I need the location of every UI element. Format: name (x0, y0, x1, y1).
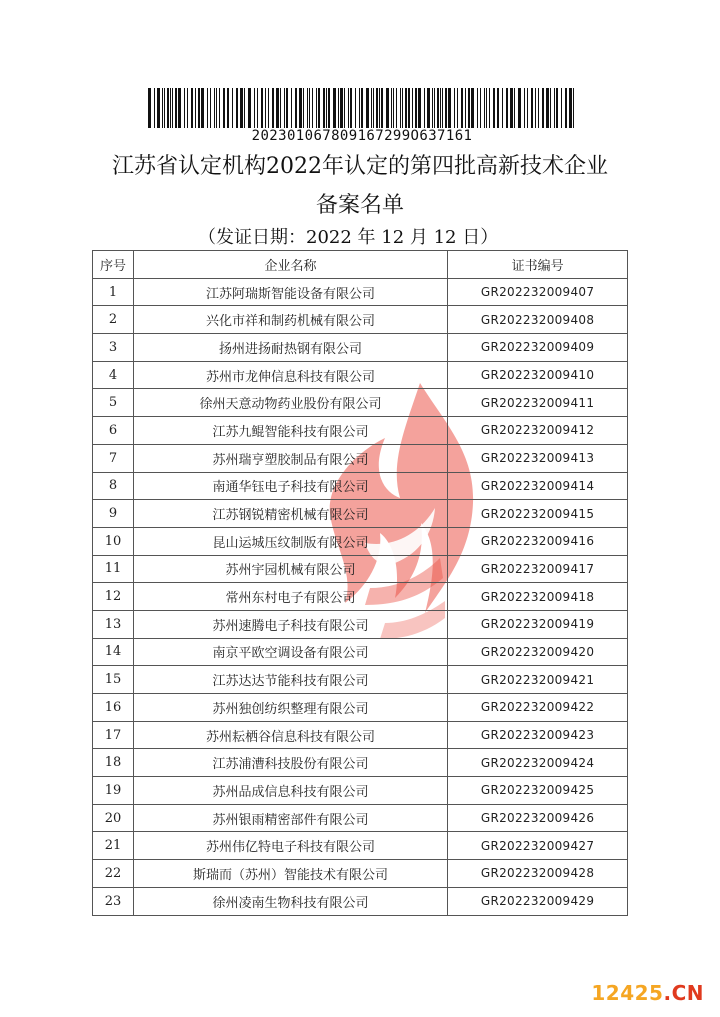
barcode-bar (454, 88, 455, 128)
barcode-bar (440, 88, 441, 128)
barcode-bar (257, 88, 258, 128)
cell-index: 2 (93, 306, 134, 334)
cell-index: 8 (93, 472, 134, 500)
barcode-bar (328, 88, 330, 128)
cell-index: 12 (93, 583, 134, 611)
barcode-bar (373, 88, 374, 128)
site-logo-domain: .CN (663, 981, 704, 1005)
barcode-bar (468, 88, 470, 128)
cell-index: 6 (93, 417, 134, 445)
header-company: 企业名称 (133, 251, 447, 279)
barcode-bar (371, 88, 372, 128)
barcode-bar (299, 88, 302, 128)
cell-index: 5 (93, 389, 134, 417)
barcode-bar (381, 88, 383, 128)
cell-cert: GR202232009424 (448, 749, 628, 777)
barcode-bar (359, 88, 360, 128)
table-row (93, 278, 628, 306)
table-row (93, 389, 628, 417)
barcode-bar (162, 88, 163, 128)
issue-date-subtitle: （发证日期：2022 年 12 月 12 日） (198, 227, 499, 248)
barcode-bar (348, 88, 349, 128)
cell-company: 江苏浦漕科技股份有限公司 (133, 749, 447, 777)
table-row (93, 638, 628, 666)
barcode-bar (531, 88, 533, 128)
cell-company: 斯瑞而（苏州）智能技术有限公司 (133, 860, 447, 888)
cell-cert: GR202232009408 (448, 306, 628, 334)
barcode-bar (268, 88, 269, 128)
cell-index: 1 (93, 278, 134, 306)
cell-company: 兴化市祥和制药机械有限公司 (133, 306, 447, 334)
barcode-bar (286, 88, 288, 128)
barcode-bar (418, 88, 421, 128)
barcode-bar (191, 88, 193, 128)
barcode-bar (506, 88, 508, 128)
barcode-bar (244, 88, 245, 128)
barcode-bar (493, 88, 495, 128)
site-logo (591, 981, 704, 1005)
table-row (93, 777, 628, 805)
cell-company: 徐州凌南生物科技有限公司 (133, 887, 447, 915)
cell-company: 苏州耘栖谷信息科技有限公司 (133, 721, 447, 749)
table-row (93, 500, 628, 528)
barcode-bar (556, 88, 558, 128)
barcode-bar (344, 88, 345, 128)
barcode-bar (248, 88, 251, 128)
cell-cert: GR202232009419 (448, 610, 628, 638)
barcode-bar (316, 88, 317, 128)
barcode-bar (486, 88, 487, 128)
cell-index: 20 (93, 804, 134, 832)
barcode-bar (448, 88, 451, 128)
cell-company: 苏州市龙伸信息科技有限公司 (133, 361, 447, 389)
cell-cert: GR202232009416 (448, 527, 628, 555)
table-row (93, 804, 628, 832)
document-title: 江苏省认定机构2022年认定的第四批高新技术企业 (112, 154, 608, 179)
barcode (148, 88, 576, 128)
table-row (93, 610, 628, 638)
barcode-bar (284, 88, 285, 128)
barcode-bar (164, 88, 165, 128)
cell-company: 南通华钰电子科技有限公司 (133, 472, 447, 500)
cell-company: 苏州伟亿特电子科技有限公司 (133, 832, 447, 860)
table-row (93, 361, 628, 389)
cell-cert: GR202232009426 (448, 804, 628, 832)
barcode-bar (326, 88, 327, 128)
barcode-bar (471, 88, 474, 128)
cell-company: 江苏钢锐精密机械有限公司 (133, 500, 447, 528)
barcode-bar (518, 88, 521, 128)
barcode-bar (148, 88, 151, 128)
barcode-bar (333, 88, 336, 128)
barcode-bar (502, 88, 503, 128)
barcode-bar (355, 88, 356, 128)
barcode-bar (201, 88, 204, 128)
table-row (93, 666, 628, 694)
barcode-bar (361, 88, 363, 128)
cell-index: 16 (93, 694, 134, 722)
cell-company: 苏州瑞亨塑胶制品有限公司 (133, 444, 447, 472)
barcode-bar (276, 88, 279, 128)
cell-index: 4 (93, 361, 134, 389)
barcode-bar (386, 88, 389, 128)
barcode-bar (489, 88, 490, 128)
barcode-bar (240, 88, 243, 128)
barcode-bar (232, 88, 233, 128)
cell-index: 14 (93, 638, 134, 666)
cell-cert: GR202232009422 (448, 694, 628, 722)
cell-company: 苏州速腾电子科技有限公司 (133, 610, 447, 638)
cell-company: 江苏阿瑞斯智能设备有限公司 (133, 278, 447, 306)
cell-company: 昆山运城压纹制版有限公司 (133, 527, 447, 555)
cell-cert: GR202232009421 (448, 666, 628, 694)
table-row (93, 832, 628, 860)
cell-index: 17 (93, 721, 134, 749)
cell-company: 苏州独创纺织整理有限公司 (133, 694, 447, 722)
table-row (93, 334, 628, 362)
table-row (93, 721, 628, 749)
cell-company: 常州东村电子有限公司 (133, 583, 447, 611)
table-row (93, 306, 628, 334)
table-row (93, 417, 628, 445)
barcode-bar (457, 88, 458, 128)
barcode-bar (405, 88, 407, 128)
site-logo-number: 12425 (591, 981, 664, 1005)
barcode-bar (291, 88, 292, 128)
barcode-bar (172, 88, 173, 128)
barcode-bar (227, 88, 229, 128)
barcode-bar (184, 88, 185, 128)
barcode-bar (303, 88, 304, 128)
barcode-bar (312, 88, 313, 128)
barcode-bar (214, 88, 215, 128)
barcode-bar (432, 88, 433, 128)
cell-cert: GR202232009413 (448, 444, 628, 472)
barcode-bar (379, 88, 380, 128)
barcode-bar (396, 88, 397, 128)
cell-index: 22 (93, 860, 134, 888)
barcode-bar (210, 88, 211, 128)
barcode-bar (565, 88, 567, 128)
barcode-bar (350, 88, 352, 128)
barcode-bar (265, 88, 266, 128)
cell-index: 19 (93, 777, 134, 805)
header-cert: 证书编号 (448, 251, 628, 279)
cell-cert: GR202232009418 (448, 583, 628, 611)
barcode-bar (254, 88, 255, 128)
barcode-bar (295, 88, 297, 128)
cell-cert: GR202232009410 (448, 361, 628, 389)
cell-company: 徐州天意动物药业股份有限公司 (133, 389, 447, 417)
cell-index: 21 (93, 832, 134, 860)
barcode-bar (569, 88, 572, 128)
barcode-bar (318, 88, 320, 128)
barcode-bar (437, 88, 439, 128)
cell-cert: GR202232009429 (448, 887, 628, 915)
document-title-line2: 备案名单 (315, 193, 404, 218)
barcode-bar (442, 88, 443, 128)
barcode-bar (427, 88, 430, 128)
cell-index: 13 (93, 610, 134, 638)
cell-cert: GR202232009415 (448, 500, 628, 528)
barcode-bar (219, 88, 220, 128)
barcode-bar (195, 88, 196, 128)
cell-cert: GR202232009409 (448, 334, 628, 362)
barcode-bar (309, 88, 310, 128)
cell-company: 苏州品成信息科技有限公司 (133, 777, 447, 805)
barcode-bar (408, 88, 410, 128)
barcode-bar (480, 88, 481, 128)
cell-index: 11 (93, 555, 134, 583)
barcode-bar (198, 88, 200, 128)
barcode-bar (280, 88, 281, 128)
cell-index: 10 (93, 527, 134, 555)
barcode-bar (366, 88, 369, 128)
barcode-bar (402, 88, 403, 128)
header-index: 序号 (93, 251, 134, 279)
cell-index: 9 (93, 500, 134, 528)
cell-company: 苏州银雨精密部件有限公司 (133, 804, 447, 832)
cell-cert: GR202232009407 (448, 278, 628, 306)
barcode-bar (445, 88, 447, 128)
barcode-bar (461, 88, 463, 128)
barcode-number: 202301067809167299O637161 (251, 128, 473, 144)
table-row (93, 583, 628, 611)
cell-index: 7 (93, 444, 134, 472)
barcode-bar (477, 88, 478, 128)
barcode-bar (573, 88, 574, 128)
table-row (93, 860, 628, 888)
barcode-bar (307, 88, 308, 128)
table-row (93, 472, 628, 500)
cell-index: 3 (93, 334, 134, 362)
cell-index: 23 (93, 887, 134, 915)
barcode-bar (415, 88, 417, 128)
barcode-bar (175, 88, 177, 128)
barcode-bar (434, 88, 435, 128)
barcode-bar (538, 88, 539, 128)
barcode-bar (424, 88, 425, 128)
barcode-bar (393, 88, 394, 128)
cell-cert: GR202232009427 (448, 832, 628, 860)
cell-company: 扬州进扬耐热钢有限公司 (133, 334, 447, 362)
cell-cert: GR202232009425 (448, 777, 628, 805)
cell-cert: GR202232009428 (448, 860, 628, 888)
cell-cert: GR202232009417 (448, 555, 628, 583)
barcode-bar (546, 88, 549, 128)
barcode-bar (550, 88, 551, 128)
cell-cert: GR202232009411 (448, 389, 628, 417)
barcode-bar (554, 88, 555, 128)
barcode-bar (561, 88, 562, 128)
table-row (93, 694, 628, 722)
barcode-bar (187, 88, 188, 128)
barcode-bar (391, 88, 392, 128)
cell-index: 15 (93, 666, 134, 694)
barcode-bar (154, 88, 155, 128)
cell-cert: GR202232009423 (448, 721, 628, 749)
company-list-table (92, 250, 628, 916)
barcode-bar (412, 88, 413, 128)
barcode-bar (527, 88, 528, 128)
table-header-row (93, 251, 628, 279)
barcode-bar (510, 88, 513, 128)
barcode-bar (465, 88, 466, 128)
cell-index: 18 (93, 749, 134, 777)
cell-company: 江苏达达节能科技有限公司 (133, 666, 447, 694)
barcode-bar (223, 88, 225, 128)
cell-cert: GR202232009420 (448, 638, 628, 666)
barcode-bar (514, 88, 515, 128)
barcode-bar (535, 88, 536, 128)
table-row (93, 555, 628, 583)
barcode-bar (376, 88, 378, 128)
barcode-bar (157, 88, 160, 128)
table-row (93, 887, 628, 915)
cell-company: 苏州宇园机械有限公司 (133, 555, 447, 583)
barcode-bar (236, 88, 238, 128)
barcode-bar (542, 88, 544, 128)
barcode-bar (497, 88, 499, 128)
table-row (93, 444, 628, 472)
barcode-bar (272, 88, 274, 128)
table-row (93, 527, 628, 555)
cell-cert: GR202232009412 (448, 417, 628, 445)
barcode-bar (178, 88, 181, 128)
barcode-bar (167, 88, 169, 128)
barcode-bar (524, 88, 525, 128)
barcode-bar (400, 88, 401, 128)
barcode-bar (216, 88, 217, 128)
cell-company: 南京平欧空调设备有限公司 (133, 638, 447, 666)
cell-cert: GR202232009414 (448, 472, 628, 500)
barcode-bar (207, 88, 208, 128)
barcode-bar (340, 88, 343, 128)
barcode-bar (338, 88, 339, 128)
barcode-bar (261, 88, 263, 128)
cell-company: 江苏九鲲智能科技有限公司 (133, 417, 447, 445)
barcode-bar (323, 88, 325, 128)
barcode-bar (484, 88, 485, 128)
barcode-bar (170, 88, 171, 128)
table-row (93, 749, 628, 777)
